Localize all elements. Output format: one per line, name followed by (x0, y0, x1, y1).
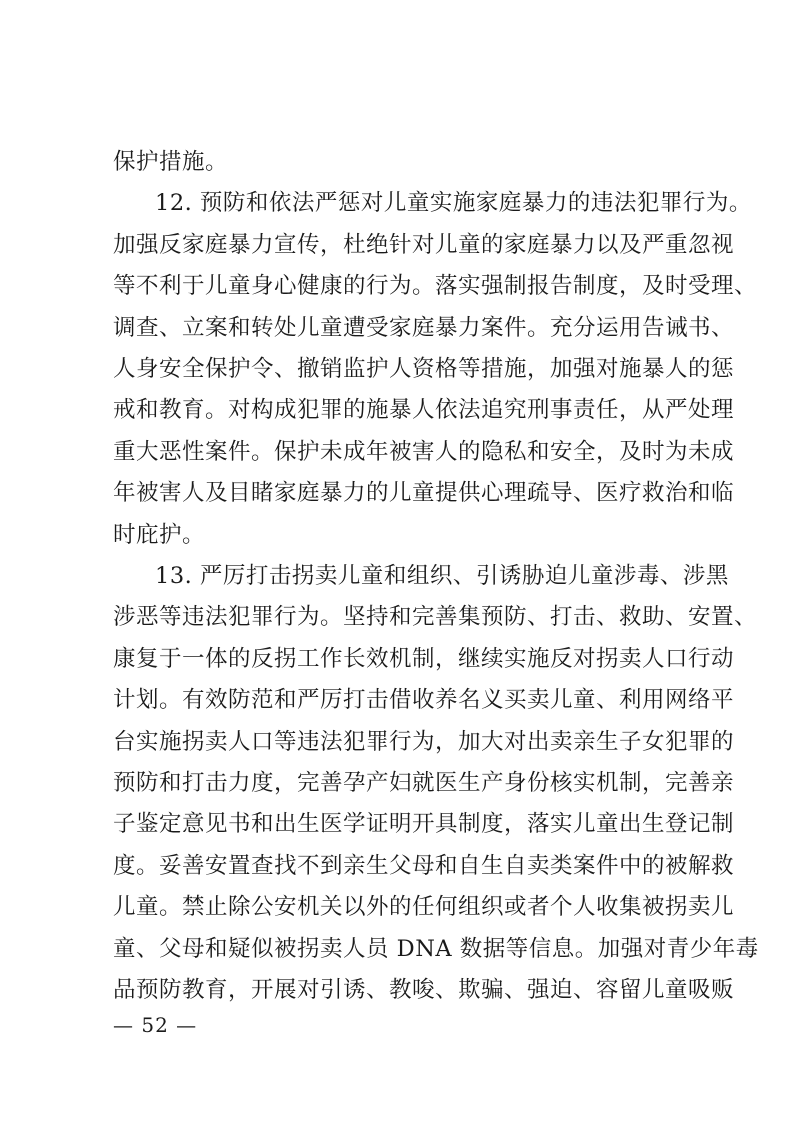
paragraph-line: 康复于一体的反拐工作长效机制，继续实施反对拐卖人口行动 (113, 646, 735, 672)
paragraph-line: 童、父母和疑似被拐卖人员 DNA 数据等信息。加强对青少年毒 (113, 936, 759, 962)
paragraph-line: 人身安全保护令、撤销监护人资格等措施，加强对施暴人的惩 (113, 356, 735, 382)
paragraph-line: 涉恶等违法犯罪行为。坚持和完善集预防、打击、救助、安置、 (113, 604, 758, 630)
paragraph-line: 预防和打击力度，完善孕产妇就医生产身份核实机制，完善亲 (113, 770, 735, 796)
paragraph-line: 重大恶性案件。保护未成年被害人的隐私和安全，及时为未成 (113, 439, 735, 465)
paragraph-line: 儿童。禁止除公安机关以外的任何组织或者个人收集被拐卖儿 (113, 894, 735, 920)
paragraph-line: 年被害人及目睹家庭暴力的儿童提供心理疏导、医疗救治和临 (113, 480, 735, 506)
paragraph-line: 保护措施。 (113, 149, 229, 175)
paragraph-line: 时庇护。 (113, 522, 206, 548)
paragraph-line: 品预防教育，开展对引诱、教唆、欺骗、强迫、容留儿童吸贩 (113, 977, 735, 1003)
paragraph-line: 戒和教育。对构成犯罪的施暴人依法追究刑事责任，从严处理 (113, 397, 735, 423)
paragraph-line: 调查、立案和转处儿童遭受家庭暴力案件。充分运用告诫书、 (113, 315, 735, 341)
paragraph-line: 加强反家庭暴力宣传，杜绝针对儿童的家庭暴力以及严重忽视 (113, 232, 735, 258)
paragraph-line: 13. 严厉打击拐卖儿童和组织、引诱胁迫儿童涉毒、涉黑 (155, 563, 729, 589)
paragraph-line: 12. 预防和依法严惩对儿童实施家庭暴力的违法犯罪行为。 (155, 190, 752, 216)
paragraph-line: 子鉴定意见书和出生医学证明开具制度，落实儿童出生登记制 (113, 811, 735, 837)
paragraph-line: 计划。有效防范和严厉打击借收养名义买卖儿童、利用网络平 (113, 687, 735, 713)
paragraph-line: 台实施拐卖人口等违法犯罪行为，加大对出卖亲生子女犯罪的 (113, 729, 735, 755)
page-number: — 52 — (113, 1013, 198, 1037)
paragraph-line: 等不利于儿童身心健康的行为。落实强制报告制度，及时受理、 (113, 273, 758, 299)
paragraph-line: 度。妥善安置查找不到亲生父母和自生自卖类案件中的被解救 (113, 853, 735, 879)
